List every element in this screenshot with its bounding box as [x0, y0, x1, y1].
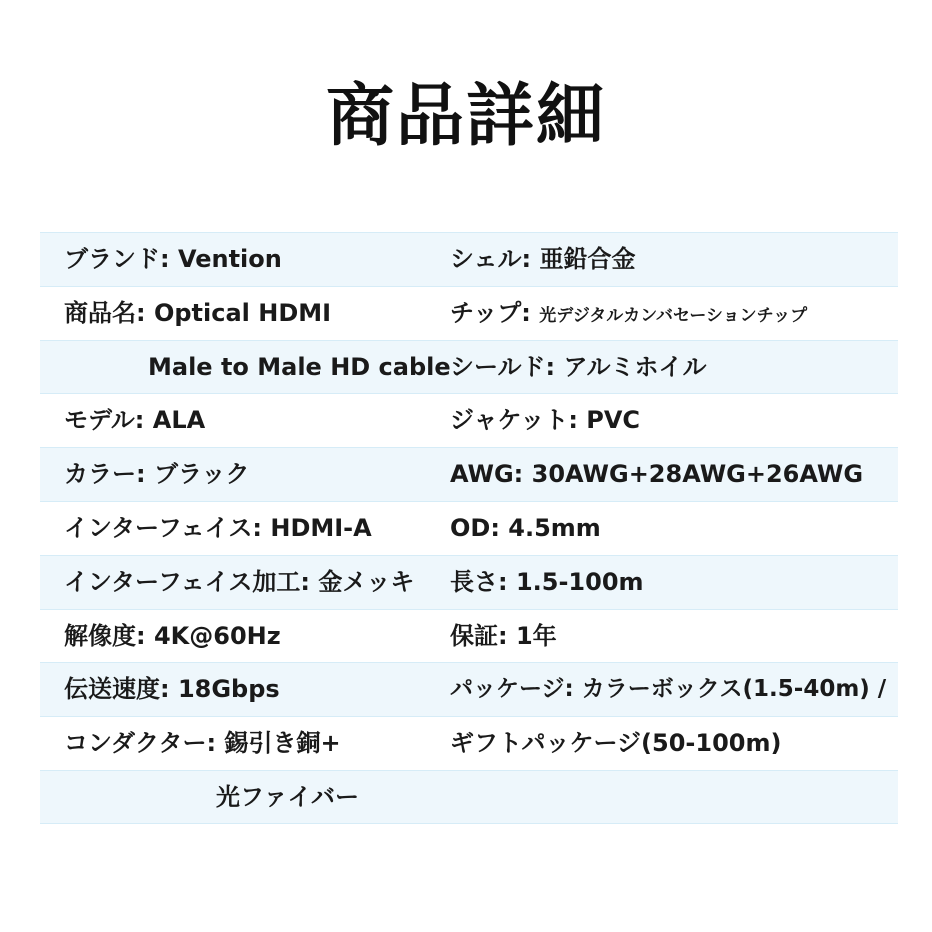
- spec-od: OD: 4.5mm: [450, 513, 601, 542]
- spec-row-conductor: [40, 716, 898, 770]
- spec-resolution: 解像度: 4K@60Hz: [64, 621, 281, 650]
- spec-chip-label: [450, 299, 807, 327]
- spec-row-speed: [40, 662, 898, 716]
- spec-row-product-name: [40, 286, 898, 340]
- spec-row-product-name-cont: [40, 340, 898, 394]
- spec-jacket: ジャケット: PVC: [450, 406, 641, 435]
- spec-length: 長さ: 1.5-100m: [450, 567, 644, 596]
- spec-package: パッケージ: カラーボックス(1.5-40m) /: [450, 676, 887, 703]
- spec-row-model: [40, 393, 898, 447]
- spec-conductor: コンダクター: 錫引き銅+: [64, 729, 341, 758]
- spec-row-resolution: [40, 609, 898, 663]
- spec-chip-key: チップ:: [450, 298, 540, 327]
- spec-product-name: 商品名: Optical HDMI: [64, 298, 332, 327]
- spec-package-continued: ギフトパッケージ(50-100m): [450, 729, 782, 758]
- spec-empty: [450, 771, 896, 824]
- spec-row-interface-finish: [40, 555, 898, 609]
- spec-color: カラー: ブラック: [64, 460, 250, 489]
- spec-product-name-continued: Male to Male HD cable: [148, 352, 451, 381]
- spec-shell: シェル: 亜鉛合金: [450, 245, 636, 273]
- spec-row-brand: [40, 232, 898, 286]
- spec-row-conductor-cont: [40, 770, 898, 824]
- spec-conductor-continued: 光ファイバー: [216, 782, 360, 811]
- spec-warranty: 保証: 1年: [450, 621, 557, 650]
- spec-row-interface: [40, 501, 898, 555]
- spec-shield: シールド: アルミホイル: [450, 352, 707, 381]
- spec-row-color: [40, 447, 898, 501]
- spec-speed: 伝送速度: 18Gbps: [64, 675, 280, 704]
- spec-interface: インターフェイス: HDMI-A: [64, 513, 372, 542]
- spec-chip-value: 光デジタルカンバセーションチップ: [539, 305, 808, 326]
- spec-brand: ブランド: Vention: [64, 245, 282, 273]
- page-title: 商品詳細: [325, 77, 606, 156]
- spec-chip: [450, 287, 896, 340]
- spec-table: [40, 232, 898, 824]
- spec-model: モデル: ALA: [64, 406, 206, 435]
- spec-interface-finish: インターフェイス加工: 金メッキ: [64, 567, 415, 596]
- spec-awg: AWG: 30AWG+28AWG+26AWG: [450, 460, 864, 489]
